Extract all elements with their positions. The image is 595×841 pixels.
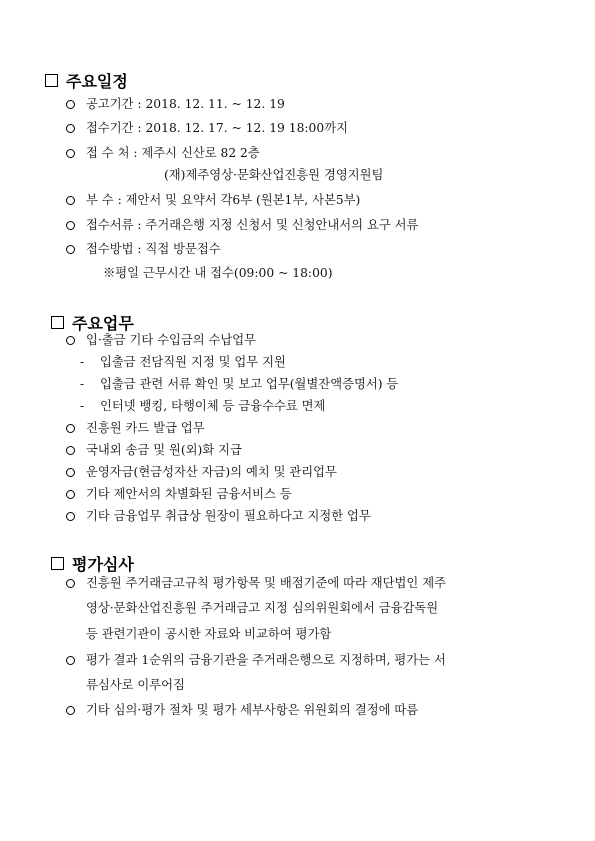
list-item: 공고기간 : 2018. 12. 11. ~ 12. 19: [66, 96, 285, 112]
circle-bullet-icon: [66, 424, 75, 433]
dash-marker: -: [80, 377, 85, 391]
list-item: 기타 제안서의 차별화된 금융서비스 등: [66, 486, 292, 502]
list-item: 진흥원 카드 발급 업무: [66, 420, 205, 436]
list-item-continuation: 영상·문화산업진흥원 주거래금고 지정 심의위원회에서 금융감독원: [86, 601, 439, 615]
sub-list-item: - 입출금 관련 서류 확인 및 보고 업무(월별잔액증명서) 등: [80, 377, 399, 391]
list-item: 평가 결과 1순위의 금융기관을 주거래은행으로 지정하며, 평가는 서: [66, 652, 446, 668]
list-item: 기타 심의·평가 절차 및 평가 세부사항은 위원회의 결정에 따름: [66, 702, 418, 718]
circle-bullet-icon: [66, 149, 75, 158]
list-item-continuation: 류심사로 이루어짐: [86, 678, 185, 692]
list-item: 운영자금(현금성자산 자금)의 예치 및 관리업무: [66, 464, 337, 480]
list-item: 접수방법 : 직접 방문접수: [66, 241, 221, 257]
section-heading-schedule: [45, 69, 128, 92]
list-item: 부 수 : 제안서 및 요약서 각6부 (원본1부, 사본5부): [66, 192, 360, 208]
circle-bullet-icon: [66, 124, 75, 133]
note-line: ※평일 근무시간 내 접수(09:00 ~ 18:00): [103, 266, 333, 280]
list-item: 접 수 처 : 제주시 신산로 82 2층: [66, 145, 260, 161]
sub-list-item: - 입출금 전담직원 지정 및 업무 지원: [80, 355, 286, 369]
list-item: 접수기간 : 2018. 12. 17. ~ 12. 19 18:00까지: [66, 120, 348, 136]
section-heading-evaluation: [51, 552, 134, 575]
checkbox-square-icon: [45, 74, 58, 87]
circle-bullet-icon: [66, 245, 75, 254]
checkbox-square-icon: [51, 557, 64, 570]
circle-bullet-icon: [66, 468, 75, 477]
list-item: 기타 금융업무 취급상 원장이 필요하다고 지정한 업무: [66, 508, 371, 524]
list-item-continuation: 등 관련기관이 공시한 자료와 비교하여 평가함: [86, 627, 332, 641]
circle-bullet-icon: [66, 100, 75, 109]
circle-bullet-icon: [66, 336, 75, 345]
section-heading-duties: [51, 311, 134, 334]
circle-bullet-icon: [66, 512, 75, 521]
list-item: 입·출금 기타 수입금의 수납업무: [66, 332, 256, 348]
dash-marker: -: [80, 355, 85, 369]
circle-bullet-icon: [66, 706, 75, 715]
circle-bullet-icon: [66, 656, 75, 665]
circle-bullet-icon: [66, 221, 75, 230]
circle-bullet-icon: [66, 196, 75, 205]
section-title: 주요업무: [72, 314, 134, 333]
section-title: 주요일정: [66, 72, 128, 91]
list-item: 국내외 송금 및 원(외)화 지급: [66, 442, 242, 458]
dash-marker: -: [80, 399, 85, 413]
section-title: 평가심사: [72, 555, 134, 574]
sub-list-item: - 인터넷 뱅킹, 타행이체 등 금융수수료 면제: [80, 399, 326, 413]
list-item-continuation: (재)제주영상·문화산업진흥원 경영지원팀: [164, 168, 384, 182]
checkbox-square-icon: [51, 316, 64, 329]
circle-bullet-icon: [66, 490, 75, 499]
list-item: 진흥원 주거래금고규칙 평가항목 및 배점기준에 따라 재단법인 제주: [66, 575, 446, 591]
list-item: 접수서류 : 주거래은행 지정 신청서 및 신청안내서의 요구 서류: [66, 217, 418, 233]
circle-bullet-icon: [66, 579, 75, 588]
circle-bullet-icon: [66, 446, 75, 455]
